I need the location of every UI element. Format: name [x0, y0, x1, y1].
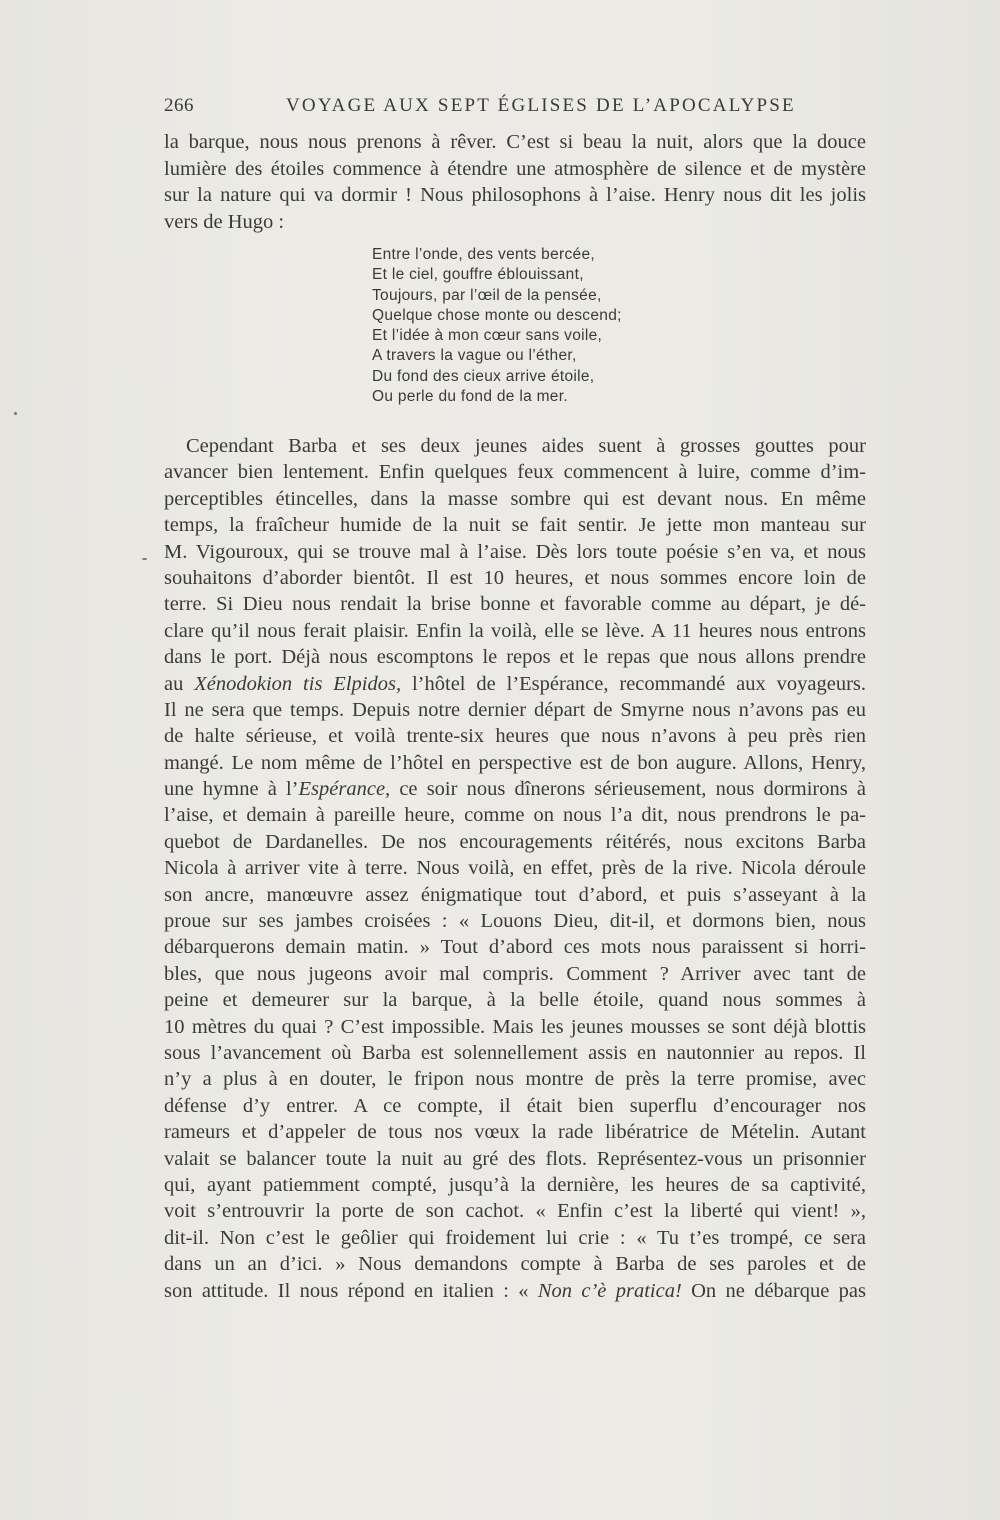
text-line: sur la nature qui va dormir ! Nous philosophons à l’aise. Henry nous dit les jolis: [164, 184, 866, 206]
paper-speck: [142, 558, 147, 560]
text-line: peine et demeurer sur la barque, à la belle étoile, quand nous sommes à: [164, 989, 866, 1012]
page-number: 266: [164, 95, 194, 116]
text-line: rameurs et d’appeler de tous nos vœux la rade libératrice de Mételin. Autant: [164, 1121, 866, 1144]
text-line: son ancre, manœuvre assez énigmatique tout d’abord, et puis s’asseyant à la: [164, 883, 866, 906]
text-line: défense d’y entrer. A ce compte, il était bien superflu d’encourager nos: [164, 1094, 866, 1117]
poem-line: A travers la vague ou l’éther,: [372, 347, 577, 365]
running-title: VOYAGE AUX SEPT ÉGLISES DE L’APOCALYPSE: [286, 95, 796, 116]
text-line: au Xénodokion tis Elpidos, l’hôtel de l’Espérance, recommandé aux voyageurs.: [164, 672, 866, 695]
poem-line: Et l’idée à mon cœur sans voile,: [372, 327, 603, 345]
poem-quotation: [372, 245, 672, 407]
text-line: M. Vigouroux, qui se trouve mal à l’aise. Dès lors toute poésie s’en va, et nous: [164, 540, 866, 563]
text-line: Cependant Barba et ses deux jeunes aides suent à grosses gouttes pour: [186, 435, 866, 457]
text-line: sous l’avancement où Barba est solennellement assis en nautonnier au repos. Il: [164, 1041, 866, 1064]
text-line: l’aise, et demain à pareille heure, comme on nous l’a dit, nous prendrons le pa-: [164, 804, 866, 827]
text-line: Il ne sera que temps. Depuis notre dernier départ de Smyrne nous n’avons pas eu: [164, 698, 866, 721]
text-line: avancer bien lentement. Enfin quelques feux commencent à luire, comme d’im-: [164, 461, 866, 484]
poem-line: Du fond des cieux arrive étoile,: [372, 367, 595, 385]
text-line: débarquerons demain matin. » Tout d’abord ces mots nous paraissent si horri-: [164, 936, 866, 959]
text-line: qui, ayant patiemment compté, jusqu’à la dernière, les heures de sa captivité,: [164, 1173, 866, 1196]
text-line: n’y a plus à en douter, le fripon nous montre de près la terre promise, avec: [164, 1068, 866, 1091]
poem-line: Entre l’onde, des vents bercée,: [372, 246, 595, 263]
text-line: bles, que nous jugeons avoir mal compris. Comment ? Arriver avec tant de: [164, 962, 866, 985]
text-line: 10 mètres du quai ? C’est impossible. Mais les jeunes mousses se sont déjà blottis: [164, 1015, 866, 1038]
text-line: voit s’entrouvrir la porte de son cachot. « Enfin c’est la liberté qui vient! »,: [164, 1200, 866, 1223]
text-line: terre. Si Dieu nous rendait la brise bonne et favorable comme au départ, je dé-: [164, 593, 866, 616]
text-line: souhaitons d’aborder bientôt. Il est 10 heures, et nous sommes encore loin de: [164, 566, 866, 589]
text-line: temps, la fraîcheur humide de la nuit se fait sentir. Je jette mon manteau sur: [164, 514, 866, 537]
text-line: mangé. Le nom même de l’hôtel en perspective est de bon augure. Allons, Henry,: [164, 751, 866, 774]
text-line: valait se balancer toute la nuit au gré des flots. Représentez-vous un prisonnier: [164, 1147, 866, 1170]
text-line: perceptibles étincelles, dans la masse sombre qui est devant nous. En même: [164, 487, 866, 510]
paper-speck: [14, 412, 17, 415]
text-line: clare qu’il nous ferait plaisir. Enfin la voilà, elle se lève. A 11 heures nous entrons: [164, 619, 866, 642]
text-line: lumière des étoiles commence à étendre une atmosphère de silence et de mystère: [164, 157, 866, 180]
text-line: quebot de Dardanelles. De nos encouragements réitérés, nous excitons Barba: [164, 830, 866, 853]
text-line: dans un an d’ici. » Nous demandons compte à Barba de ses paroles et de: [164, 1253, 866, 1276]
opening-paragraph: [164, 129, 866, 235]
text-line: son attitude. Il nous répond en italien : « Non c’è pratica! On ne débarque pas: [164, 1279, 866, 1302]
text-line: Nicola à arriver vite à terre. Nous voilà, en effet, près de la rive. Nicola déroule: [164, 857, 866, 880]
text-line: dit-il. Non c’est le geôlier qui froidement lui crie : « Tu t’es trompé, ce sera: [164, 1226, 866, 1249]
text-line: proue sur ses jambes croisées : « Louons Dieu, dit-il, et dormons bien, nous: [164, 910, 866, 933]
text-line: de halte sérieuse, et voilà trente-six heures que nous n’avons à peu près rien: [164, 725, 866, 748]
text-line: dans le port. Déjà nous escomptons le repos et le repas que nous allons prendre: [164, 646, 866, 669]
text-line: vers de Hugo :: [164, 210, 285, 233]
page-header: [164, 95, 864, 125]
poem-line: Ou perle du fond de la mer.: [372, 388, 568, 406]
main-paragraph: [164, 433, 866, 1304]
poem-line: Quelque chose monte ou descend;: [372, 306, 622, 324]
text-line: la barque, nous nous prenons à rêver. C’est si beau la nuit, alors que la douce: [164, 131, 866, 153]
text-line: une hymne à l’Espérance, ce soir nous dînerons sérieusement, nous dormirons à: [164, 778, 867, 801]
poem-line: Toujours, par l’œil de la pensée,: [372, 286, 602, 304]
poem-line: Et le ciel, gouffre éblouissant,: [372, 266, 584, 284]
